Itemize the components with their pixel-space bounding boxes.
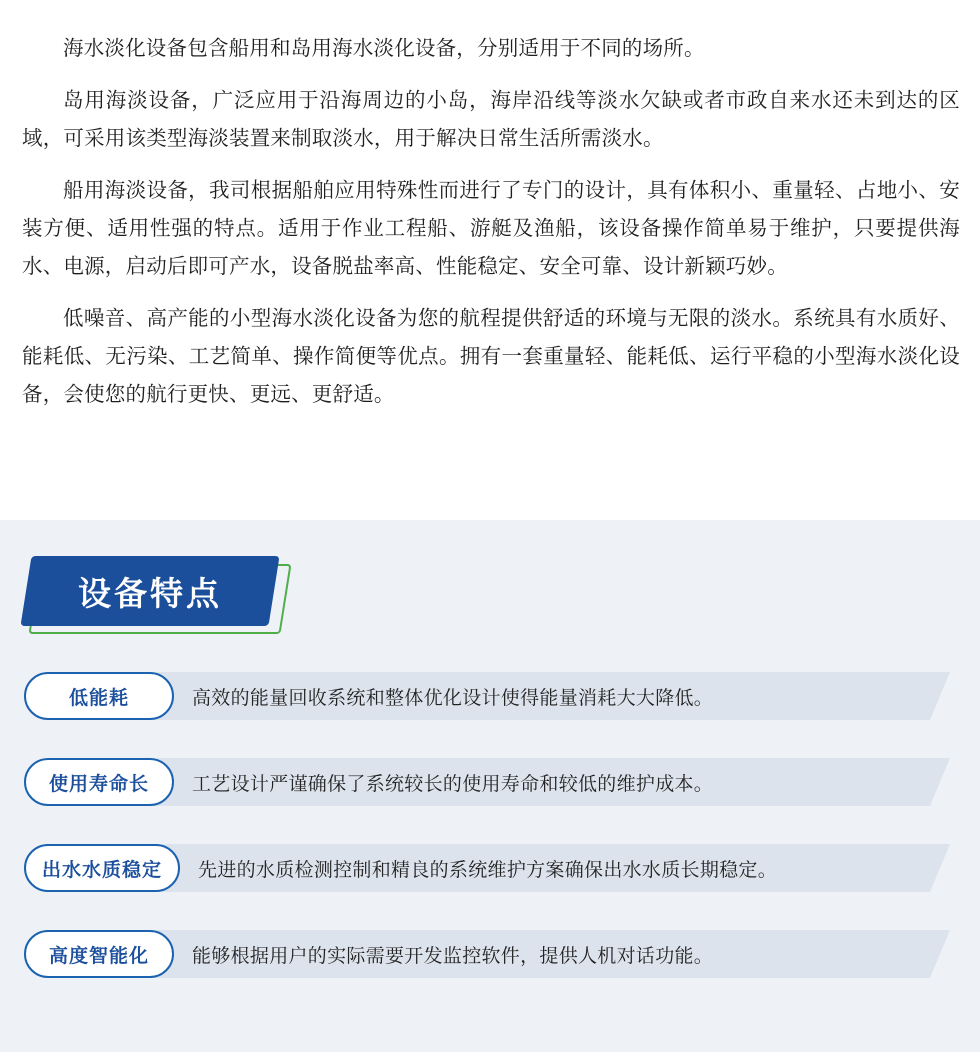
- section-title: 设备特点: [78, 574, 222, 612]
- intro-paragraph-1: 海水淡化设备包含船用和岛用海水淡化设备，分别适用于不同的场所。: [63, 37, 705, 60]
- feature-tag-low-energy: 低能耗: [24, 672, 174, 720]
- feature-tag-stable-water-quality: 出水水质稳定: [24, 844, 180, 892]
- feature-description: 能够根据用户的实际需要开发监控软件，提供人机对话功能。: [192, 945, 714, 967]
- features-section: [0, 520, 980, 1052]
- list-item: [24, 758, 950, 806]
- feature-tag-high-intelligence: 高度智能化: [24, 930, 174, 978]
- list-item: [24, 844, 950, 892]
- feature-list: [0, 672, 980, 978]
- feature-description: 先进的水质检测控制和精良的系统维护方案确保出水水质长期稳定。: [198, 859, 778, 881]
- intro-paragraph-2: 岛用海淡设备，广泛应用于沿海周边的小岛，海岸沿线等淡水欠缺或者市政自来水还未到达的区域，可采用该类型海淡装置来制取淡水，用于解决日常生活所需淡水。: [22, 89, 960, 150]
- feature-tag-long-life: 使用寿命长: [24, 758, 174, 806]
- section-heading: [26, 556, 326, 634]
- list-item: [24, 930, 950, 978]
- feature-description: 工艺设计严谨确保了系统较长的使用寿命和较低的维护成本。: [192, 773, 714, 795]
- intro-text-block: [0, 0, 980, 414]
- feature-description: 高效的能量回收系统和整体优化设计使得能量消耗大大降低。: [192, 687, 714, 709]
- list-item: [24, 672, 950, 720]
- intro-paragraph-3: 船用海淡设备，我司根据船舶应用特殊性而进行了专门的设计，具有体积小、重量轻、占地小、安装方便、适用性强的特点。适用于作业工程船、游艇及渔船，该设备操作简单易于维护，只要提供海水、电源，启动后即可产水，设备脱盐率高、性能稳定、安全可靠、设计新颖巧妙。: [22, 179, 960, 278]
- intro-paragraph-4: 低噪音、高产能的小型海水淡化设备为您的航程提供舒适的环境与无限的淡水。系统具有水质好、能耗低、无污染、工艺简单、操作简便等优点。拥有一套重量轻、能耗低、运行平稳的小型海水淡化设备，会使您的航行更快、更远、更舒适。: [22, 307, 960, 406]
